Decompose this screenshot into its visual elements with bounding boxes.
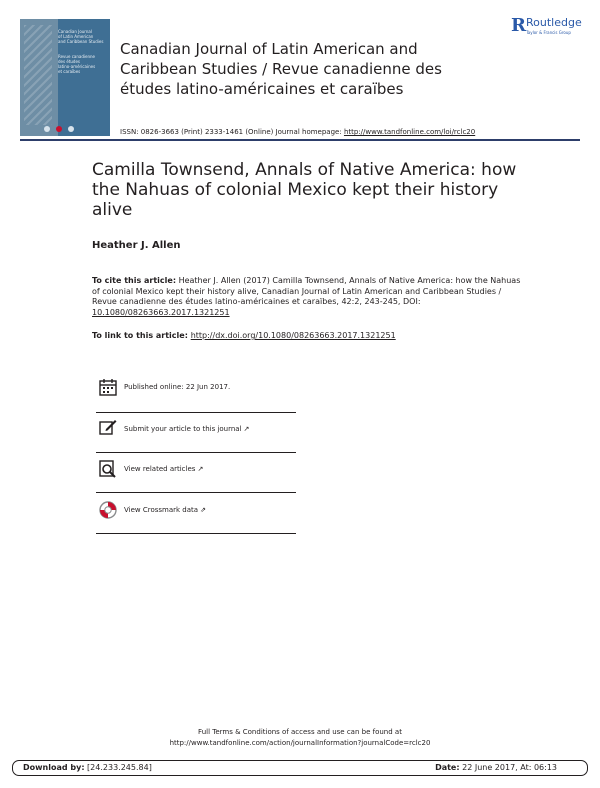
article-link-line (92, 331, 396, 341)
crossmark-icon (99, 501, 117, 519)
calendar-icon (99, 378, 117, 396)
download-info-bar (12, 760, 588, 776)
edit-pencil-icon (99, 418, 117, 436)
journal-title: Canadian Journal of Latin American and Caribbean Studies / Revue canadienne des études latino-américaines et caraïbes (120, 40, 442, 98)
crossmark-external-icon: ⇗ (200, 506, 206, 514)
view-crossmark-link[interactable]: View Crossmark data ⇗ (124, 506, 206, 514)
citation-text: Heather J. Allen (2017) Camilla Townsend, Annals of Native America: how the Nahuas of colonial Mexico kept their history alive, Canadian Journal of Latin American and Caribbean Studies / Revue canadienne des études latino-américaines et caraïbes, 42:2, 243-245, DOI: (92, 276, 521, 306)
related-articles-row[interactable] (96, 452, 296, 493)
published-online-row (96, 372, 296, 413)
cover-publisher-marks (44, 125, 108, 133)
citation-label: To cite this article: (92, 276, 177, 285)
crossmark-row[interactable] (96, 493, 296, 534)
published-date: Published online: 22 Jun 2017. (124, 383, 231, 391)
download-by: Download by: [24.233.245.84] (23, 763, 152, 772)
view-related-articles-link[interactable]: View related articles ↗ (124, 465, 204, 473)
header-divider (20, 139, 580, 141)
submit-article-link[interactable]: Submit your article to this journal ↗ (124, 425, 250, 433)
link-label: To link to this article: (92, 331, 191, 340)
routledge-logo: R Routledge Taylor & Francis Group (511, 15, 582, 36)
routledge-r-icon: R (511, 15, 526, 36)
issn-line: ISSN: 0826-3663 (Print) 2333-1461 (Online) Journal homepage: http://www.tandfonline.com/loi/rclc20 (120, 128, 476, 136)
citation-block (92, 276, 522, 318)
external-link-icon: ↗ (197, 465, 204, 473)
submit-article-row[interactable] (96, 412, 296, 453)
external-link-icon: ↗ (243, 425, 250, 433)
journal-homepage-link[interactable]: http://www.tandfonline.com/loi/rclc20 (343, 128, 476, 136)
cover-text: Canadian Journal of Latin American and Caribbean Studies Revue canadienne des études latino-américaines et caraïbes (58, 29, 104, 74)
article-url-link[interactable]: http://dx.doi.org/10.1080/08263663.2017.1321251 (190, 331, 396, 340)
journal-cover-thumbnail (20, 19, 110, 136)
download-date: Date: 22 June 2017, At: 06:13 (435, 763, 557, 772)
terms-url[interactable]: http://www.tandfonline.com/action/journalInformation?journalCode=rclc20 (169, 739, 431, 747)
author-name: Heather J. Allen (92, 240, 181, 251)
terms-notice: Full Terms & Conditions of access and use can be found at http://www.tandfonline.com/action/journalInformation?journalCode=rclc20 (0, 727, 600, 749)
doi-link[interactable]: 10.1080/08263663.2017.1321251 (92, 307, 230, 317)
related-articles-search-icon (99, 460, 117, 478)
cover-map-image (20, 19, 58, 136)
article-title: Camilla Townsend, Annals of Native America: how the Nahuas of colonial Mexico kept their history alive (92, 160, 517, 220)
